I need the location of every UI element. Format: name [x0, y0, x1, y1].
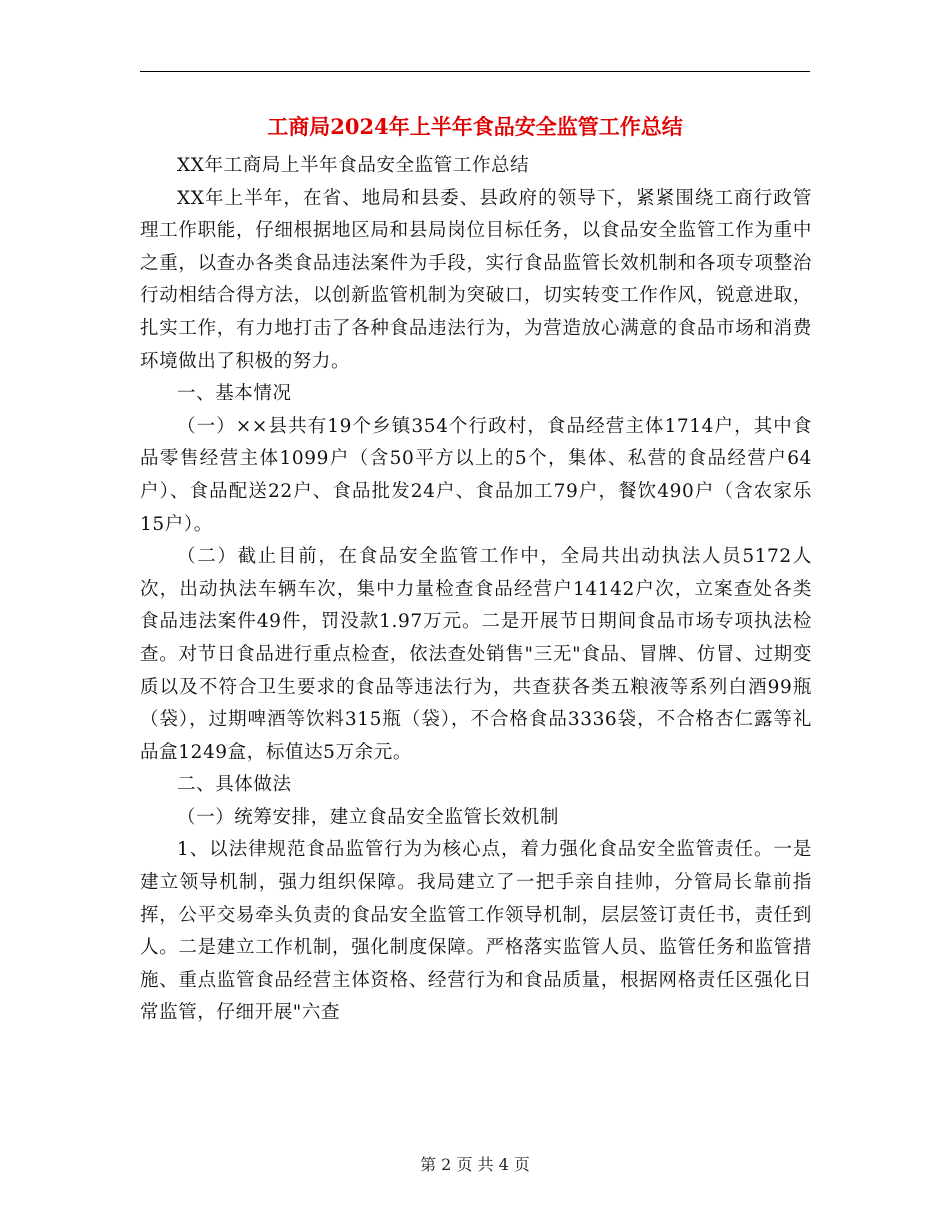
page-number: 第 2 页 共 4 页: [420, 1155, 530, 1174]
section-heading-basic: 一、基本情况: [177, 383, 292, 405]
paragraph-method-1: 1、以法律规范食品监管行为为核心点，着力强化食品安全监管责任。一是建立领导机制，强力组织保障。我局建立了一把手亲自挂帅，分管局长靠前指挥，公平交易牵头负责的食品安全监管工作领导机制，层层签订责任书，责任到人。二是建立工作机制，强化制度保障。严格落实监管人员、监管任务和监管措施、重点监管食品经营主体资格、经营行为和食品质量，根据网格责任区强化日常监管，仔细开展"六查: [140, 839, 812, 1024]
document-body: [140, 150, 812, 1030]
paragraph-intro: XX年上半年，在省、地局和县委、县政府的领导下，紧紧围绕工商行政管理工作职能，仔细根据地区局和县局岗位目标任务，以食品安全监管工作为重中之重，以查办各类食品违法案件为手段，实行食品监管长效机制和各项专项整治行动相结合得方法，以创新监管机制为突破口，切实转变工作作风，锐意进取，扎实工作，有力地打击了各种食品违法行为，为营造放心满意的食品市场和消费环境做出了积极的努力。: [140, 187, 812, 372]
header-rule: [140, 71, 810, 72]
subsection-heading-1: （一）统筹安排，建立食品安全监管长效机制: [177, 806, 560, 828]
paragraph-basic-1: （一）××县共有19个乡镇354个行政村，食品经营主体1714户，其中食品零售经营主体1099户（含50平方以上的5个，集体、私营的食品经营户64户）、食品配送22户、食品批发24户、食品加工79户，餐饮490户（含农家乐15户）。: [140, 415, 812, 535]
section-heading-methods: 二、具体做法: [177, 774, 292, 796]
paragraph-basic-2: （二）截止目前，在食品安全监管工作中，全局共出动执法人员5172人次，出动执法车辆车次，集中力量检查食品经营户14142户次，立案查处各类食品违法案件49件，罚没款1.97万元。二是开展节日期间食品市场专项执法检查。对节日食品进行重点检查，依法查处销售"三无"食品、冒牌、仿冒、过期变质以及不符合卫生要求的食品等违法行为，共查获各类五粮液等系列白酒99瓶（袋），过期啤酒等饮料315瓶（袋），不合格食品3336袋，不合格杏仁露等礼品盒1249盒，标值达5万余元。: [140, 546, 812, 763]
paragraph-subtitle: XX年工商局上半年食品安全监管工作总结: [177, 155, 530, 176]
document-title: 工商局2024年上半年食品安全监管工作总结: [267, 114, 683, 139]
